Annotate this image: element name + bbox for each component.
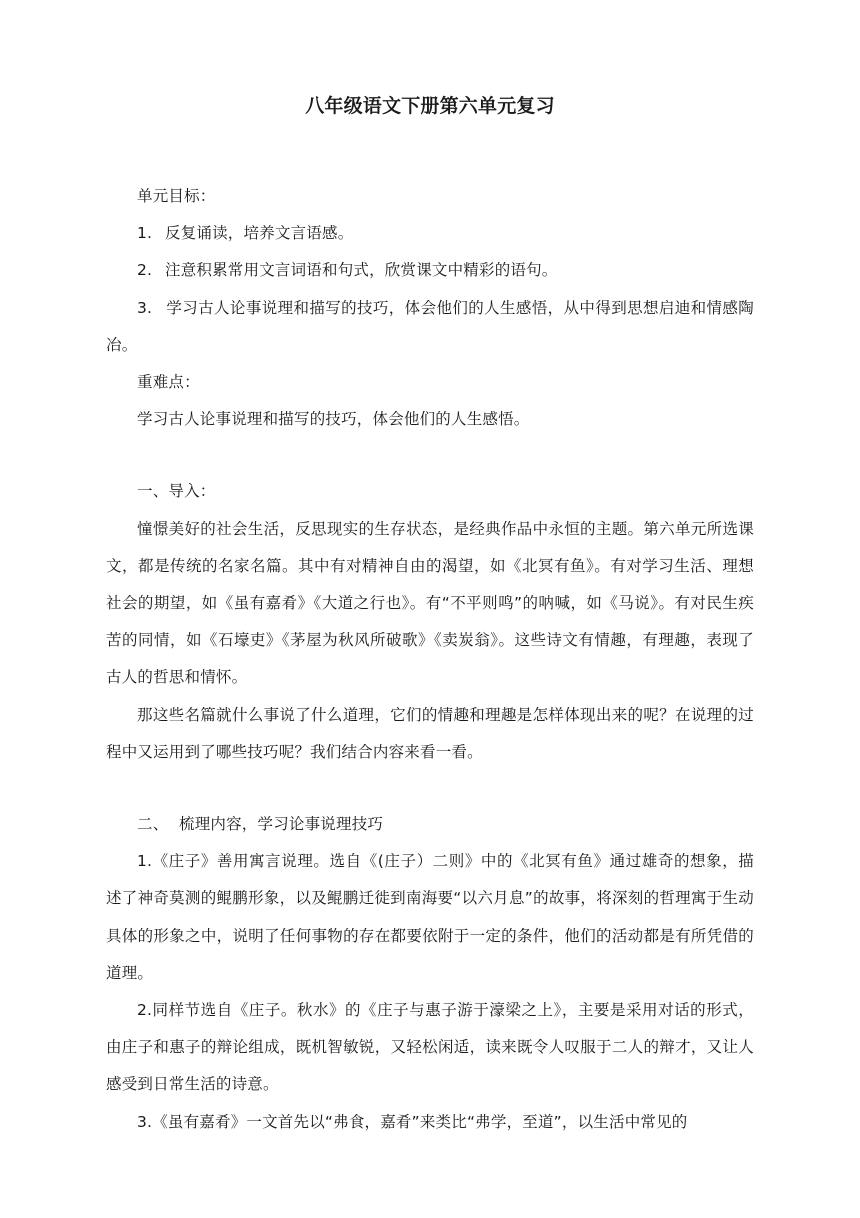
goal-text: 学习古人论事说理和描写的技巧，体会他们的人生感悟，从中得到思想启迪和情感陶冶。	[106, 298, 754, 354]
goal-item	[106, 215, 754, 252]
spacer	[106, 771, 754, 806]
intro-paragraph-2: 那这些名篇就什么事说了什么道理，它们的情趣和理趣是怎样体现出来的呢？在说理的过程中又运用到了哪些技巧呢？我们结合内容来看一看。	[106, 705, 754, 761]
section-heading-intro: 一、导入：	[137, 482, 216, 501]
content-paragraph-3: 3.《虽有嘉肴》一文首先以“弗食，嘉肴”来类比“弗学，至道”，以生活中常见的	[137, 1112, 688, 1131]
section-heading-content	[106, 806, 754, 843]
section-title: 梳理内容，学习论事说理技巧	[179, 815, 384, 834]
document-body	[106, 86, 754, 1141]
section-number: 二、	[137, 815, 169, 834]
content-paragraph-2: 2.同样节选自《庄子。秋水》的《庄子与惠子游于濠梁之上》，主要是采用对话的形式，由庄子和惠子的辩论组成，既机智敏锐，又轻松闲适，读来既令人叹服于二人的辩才，又让人感受到日常生活的诗意。	[106, 1001, 754, 1094]
content-paragraph-1: 1.《庄子》善用寓言说理。选自《(庄子）二则》中的《北冥有鱼》通过雄奇的想象，描述了神奇莫测的鲲鹏形象，以及鲲鹏迁徙到南海要“以六月息”的故事，将深刻的哲理寓于生动具体的形象之中，说明了任何事物的存在都要依附于一定的条件，他们的活动都是有所凭借的道理。	[106, 852, 754, 982]
goal-item	[106, 252, 754, 289]
focus-text: 学习古人论事说理和描写的技巧，体会他们的人生感悟。	[137, 410, 530, 429]
goal-number: 3.	[137, 298, 153, 317]
spacer	[106, 438, 754, 473]
document-title: 八年级语文下册第六单元复习	[305, 95, 555, 117]
goal-item-wrapped	[106, 290, 754, 364]
focus-label: 重难点：	[137, 373, 200, 392]
goal-number: 2.	[137, 261, 153, 280]
goals-label: 单元目标：	[137, 187, 216, 205]
goal-text: 注意积累常用文言词语和句式，欣赏课文中精彩的语句。	[165, 261, 558, 280]
goal-number: 1.	[137, 224, 153, 243]
goal-text: 反复诵读，培养文言语感。	[165, 224, 354, 243]
intro-paragraph-1: 憧憬美好的社会生活，反思现实的生存状态，是经典作品中永恒的主题。第六单元所选课文，都是传统的名家名篇。其中有对精神自由的渴望，如《北冥有鱼》。有对学习生活、理想社会的期望，如《虽有嘉肴》《大道之行也》。有“不平则鸣”的呐喊，如《马说》。有对民生疾苦的同情，如《石壕吏》《茅屋为秋风所破歌》《卖炭翁》。这些诗文有情趣，有理趣，表现了古人的哲思和情怀。	[106, 519, 754, 687]
